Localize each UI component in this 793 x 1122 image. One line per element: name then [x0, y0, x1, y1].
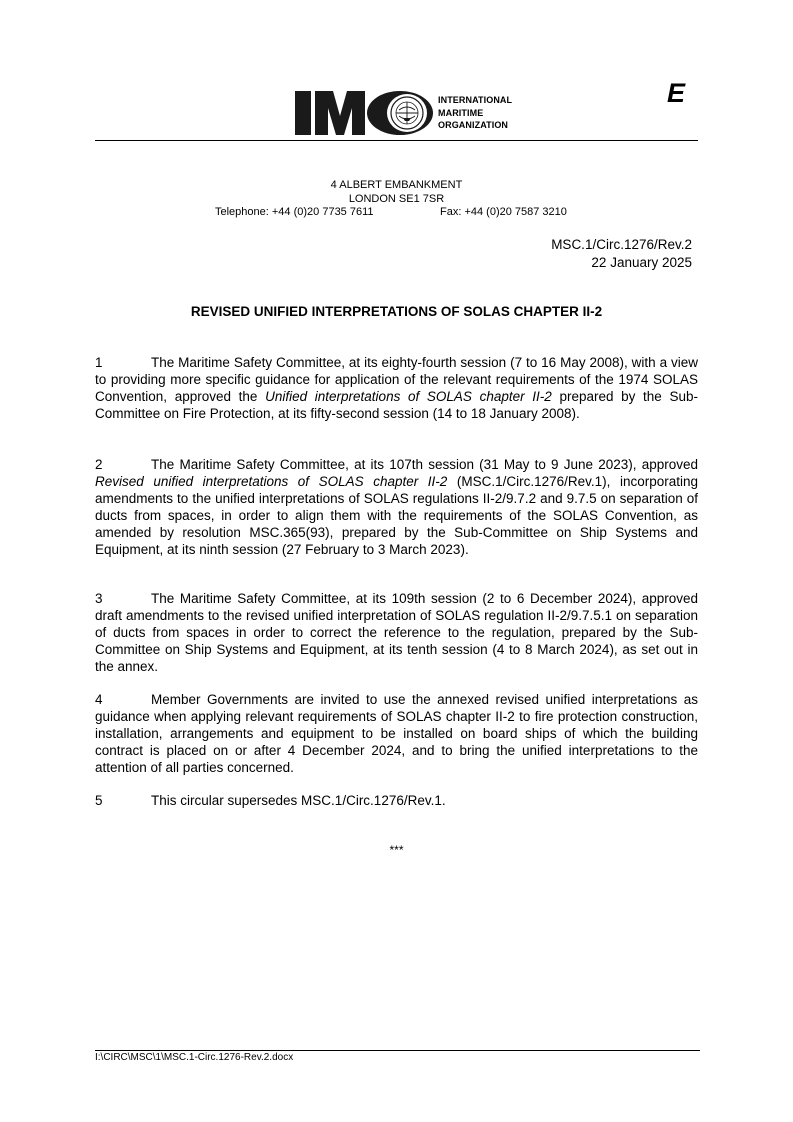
- paragraph-text: (MSC.1/Circ.1276/Rev.1), incorporating amendments to the unified interpretations of SOLAS regulations II-2/9.7.2 and 9.7.5 on separation of ducts from spaces, in order to align them with the requirements of the SOLAS Convention, as amended by resolution MSC.365(93), prepared by the Sub-Committee on Ship Systems and Equipment, at its ninth session (27 February to 3 March 2023).: [95, 474, 699, 558]
- language-mark: E: [667, 78, 686, 108]
- document-title: REVISED UNIFIED INTERPRETATIONS OF SOLAS CHAPTER II-2: [190, 304, 603, 319]
- paragraph-number: 3: [95, 591, 103, 606]
- imo-logo: [295, 90, 435, 136]
- header-divider: [95, 140, 698, 141]
- address-block: [95, 178, 698, 206]
- paragraph-number: 4: [95, 692, 103, 707]
- document-reference-block: [551, 236, 692, 272]
- paragraph-text: This circular supersedes MSC.1/Circ.1276/Rev.1.: [151, 793, 446, 808]
- paragraph-3: [95, 590, 698, 675]
- org-line-3: ORGANIZATION: [438, 120, 509, 130]
- paragraph-1: [95, 354, 698, 422]
- paragraph-number: 1: [95, 355, 103, 370]
- paragraph-text: The Maritime Safety Committee, at its eighty-fourth session (7 to 16 May 2008), with a view to providing more specific guidance for application of the relevant requirements of the 1974 SOLAS Convention, approved the: [95, 355, 698, 405]
- paragraph-text: prepared by the Sub-Committee on Fire Protection, at its fifty-second session (14 to 18 January 2008).: [95, 389, 698, 422]
- document-symbol: MSC.1/Circ.1276/Rev.2: [551, 237, 692, 252]
- end-separator: ***: [389, 843, 404, 857]
- telephone: Telephone: +44 (0)20 7735 7611: [215, 206, 374, 218]
- paragraph-5: [95, 792, 698, 809]
- document-date: 22 January 2025: [591, 255, 692, 270]
- org-line-2: MARITIME: [438, 107, 484, 118]
- paragraph-2: [95, 456, 698, 559]
- paragraph-italic-title: Unified interpretations of SOLAS chapter II-2: [265, 389, 552, 405]
- paragraph-number: 2: [95, 457, 103, 472]
- imo-logo-mark: [295, 90, 435, 136]
- organization-name: [438, 94, 512, 132]
- org-line-1: INTERNATIONAL: [438, 95, 513, 105]
- paragraph-text: Member Governments are invited to use the annexed revised unified interpretations as guidance when applying relevant requirements of SOLAS chapter II-2 to fire protection construction, installation, arrangements and equipment to be installed on board ships of which the building contract is placed on or after 4 December 2024, and to bring the unified interpretations to the attention of all parties concerned.: [95, 692, 698, 776]
- paragraph-text: The Maritime Safety Committee, at its 107th session (31 May to 9 June 2023), approved: [151, 457, 698, 472]
- paragraph-4: [95, 691, 698, 776]
- paragraph-italic-title: Revised unified interpretations of SOLAS chapter II-2: [95, 474, 448, 490]
- fax: Fax: +44 (0)20 7587 3210: [440, 206, 567, 218]
- address-city: LONDON SE1 7SR: [348, 193, 445, 205]
- paragraph-number: 5: [95, 793, 103, 808]
- paragraph-text: The Maritime Safety Committee, at its 109th session (2 to 6 December 2024), approved draft amendments to the revised unified interpretation of SOLAS regulation II-2/9.7.5.1 on separation of ducts from spaces in order to correct the reference to the regulation, prepared by the Sub-Committee on Ship Systems and Equipment, at its tenth session (4 to 8 March 2024), as set out in the annex.: [95, 591, 698, 675]
- address-street: 4 ALBERT EMBANKMENT: [330, 179, 463, 191]
- footer-divider: [95, 1050, 700, 1051]
- footer-file-path: I:\CIRC\MSC\1\MSC.1-Circ.1276-Rev.2.docx: [95, 1052, 294, 1063]
